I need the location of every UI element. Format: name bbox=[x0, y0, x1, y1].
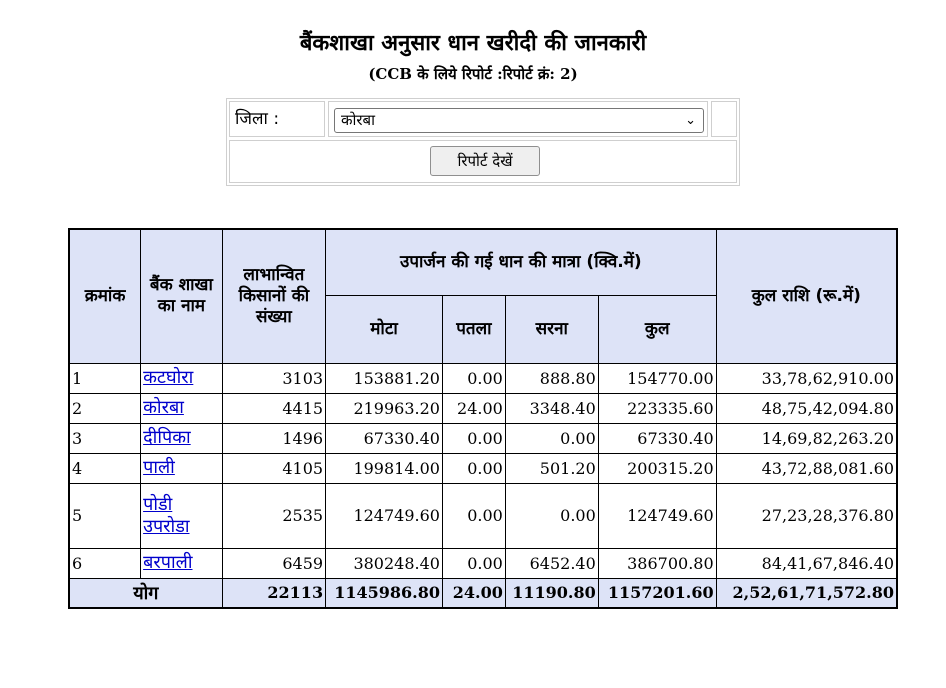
cell-qty-total: 154770.00 bbox=[598, 363, 716, 393]
page-subtitle: (CCB के लिये रिपोर्ट :रिपोर्ट क्रं: 2) bbox=[368, 65, 578, 83]
totals-label: योग bbox=[69, 578, 222, 608]
cell-amount: 33,78,62,910.00 bbox=[716, 363, 897, 393]
cell-serial: 1 bbox=[69, 363, 141, 393]
cell-sarna: 888.80 bbox=[505, 363, 598, 393]
cell-serial: 4 bbox=[69, 453, 141, 483]
cell-sarna: 0.00 bbox=[505, 483, 598, 548]
cell-patla: 0.00 bbox=[442, 548, 505, 578]
cell-farmers: 1496 bbox=[222, 423, 325, 453]
branch-link[interactable]: पाली bbox=[143, 457, 175, 478]
header-serial: क्रमांक bbox=[69, 229, 141, 363]
total-farmers: 22113 bbox=[222, 578, 325, 608]
header-farmers: लाभान्वित किसानों की संख्या bbox=[222, 229, 325, 363]
cell-branch bbox=[141, 423, 223, 453]
header-qty-total: कुल bbox=[598, 295, 716, 363]
district-label-cell bbox=[229, 101, 325, 137]
cell-branch bbox=[141, 393, 223, 423]
cell-branch bbox=[141, 483, 223, 548]
table-row bbox=[69, 393, 897, 423]
header-amount: कुल राशि (रू.में) bbox=[716, 229, 897, 363]
totals-row bbox=[69, 578, 897, 608]
cell-mota: 124749.60 bbox=[326, 483, 443, 548]
cell-patla: 0.00 bbox=[442, 453, 505, 483]
filter-form bbox=[226, 98, 740, 186]
cell-mota: 199814.00 bbox=[326, 453, 443, 483]
district-select-cell bbox=[328, 101, 708, 137]
table-row bbox=[69, 363, 897, 393]
cell-sarna: 6452.40 bbox=[505, 548, 598, 578]
cell-farmers: 4415 bbox=[222, 393, 325, 423]
cell-patla: 0.00 bbox=[442, 363, 505, 393]
table-row bbox=[69, 453, 897, 483]
cell-mota: 219963.20 bbox=[326, 393, 443, 423]
table-row bbox=[69, 548, 897, 578]
view-report-button[interactable]: रिपोर्ट देखें bbox=[430, 146, 540, 176]
cell-amount: 48,75,42,094.80 bbox=[716, 393, 897, 423]
branch-link[interactable]: पोडी उपरोडा bbox=[143, 493, 190, 537]
cell-amount: 43,72,88,081.60 bbox=[716, 453, 897, 483]
cell-qty-total: 200315.20 bbox=[598, 453, 716, 483]
branch-link[interactable]: कटघोरा bbox=[143, 367, 194, 388]
cell-qty-total: 386700.80 bbox=[598, 548, 716, 578]
header-patla: पतला bbox=[442, 295, 505, 363]
cell-farmers: 2535 bbox=[222, 483, 325, 548]
cell-sarna: 501.20 bbox=[505, 453, 598, 483]
cell-qty-total: 124749.60 bbox=[598, 483, 716, 548]
cell-amount: 27,23,28,376.80 bbox=[716, 483, 897, 548]
cell-serial: 5 bbox=[69, 483, 141, 548]
district-select-value: कोरबा bbox=[341, 111, 375, 129]
cell-sarna: 3348.40 bbox=[505, 393, 598, 423]
cell-patla: 0.00 bbox=[442, 423, 505, 453]
total-amount: 2,52,61,71,572.80 bbox=[716, 578, 897, 608]
total-patla: 24.00 bbox=[442, 578, 505, 608]
branch-link[interactable]: कोरबा bbox=[143, 397, 184, 418]
total-mota: 1145986.80 bbox=[326, 578, 443, 608]
cell-amount: 84,41,67,846.40 bbox=[716, 548, 897, 578]
cell-sarna: 0.00 bbox=[505, 423, 598, 453]
total-qty: 1157201.60 bbox=[598, 578, 716, 608]
header-mota: मोटा bbox=[326, 295, 443, 363]
table-row bbox=[69, 423, 897, 453]
cell-branch bbox=[141, 363, 223, 393]
total-sarna: 11190.80 bbox=[505, 578, 598, 608]
cell-branch bbox=[141, 453, 223, 483]
cell-qty-total: 67330.40 bbox=[598, 423, 716, 453]
branch-link[interactable]: बरपाली bbox=[143, 552, 193, 573]
table-row bbox=[69, 483, 897, 548]
district-select[interactable] bbox=[334, 108, 704, 133]
cell-patla: 0.00 bbox=[442, 483, 505, 548]
page-title: बैंकशाखा अनुसार धान खरीदी की जानकारी bbox=[299, 31, 647, 56]
cell-branch bbox=[141, 548, 223, 578]
cell-qty-total: 223335.60 bbox=[598, 393, 716, 423]
chevron-down-icon: ⌄ bbox=[685, 113, 696, 128]
header-branch: बैंक शाखा का नाम bbox=[141, 229, 223, 363]
cell-farmers: 4105 bbox=[222, 453, 325, 483]
cell-farmers: 3103 bbox=[222, 363, 325, 393]
cell-mota: 153881.20 bbox=[326, 363, 443, 393]
cell-serial: 6 bbox=[69, 548, 141, 578]
cell-patla: 24.00 bbox=[442, 393, 505, 423]
cell-farmers: 6459 bbox=[222, 548, 325, 578]
district-label: जिला : bbox=[235, 109, 280, 129]
empty-cell bbox=[711, 101, 737, 137]
report-table bbox=[68, 228, 898, 609]
cell-mota: 380248.40 bbox=[326, 548, 443, 578]
branch-link[interactable]: दीपिका bbox=[143, 427, 191, 448]
header-sarna: सरना bbox=[505, 295, 598, 363]
cell-serial: 3 bbox=[69, 423, 141, 453]
header-quantity-group: उपार्जन की गई धान की मात्रा (क्वि.में) bbox=[326, 229, 717, 295]
cell-amount: 14,69,82,263.20 bbox=[716, 423, 897, 453]
cell-serial: 2 bbox=[69, 393, 141, 423]
cell-mota: 67330.40 bbox=[326, 423, 443, 453]
button-row bbox=[229, 140, 737, 183]
